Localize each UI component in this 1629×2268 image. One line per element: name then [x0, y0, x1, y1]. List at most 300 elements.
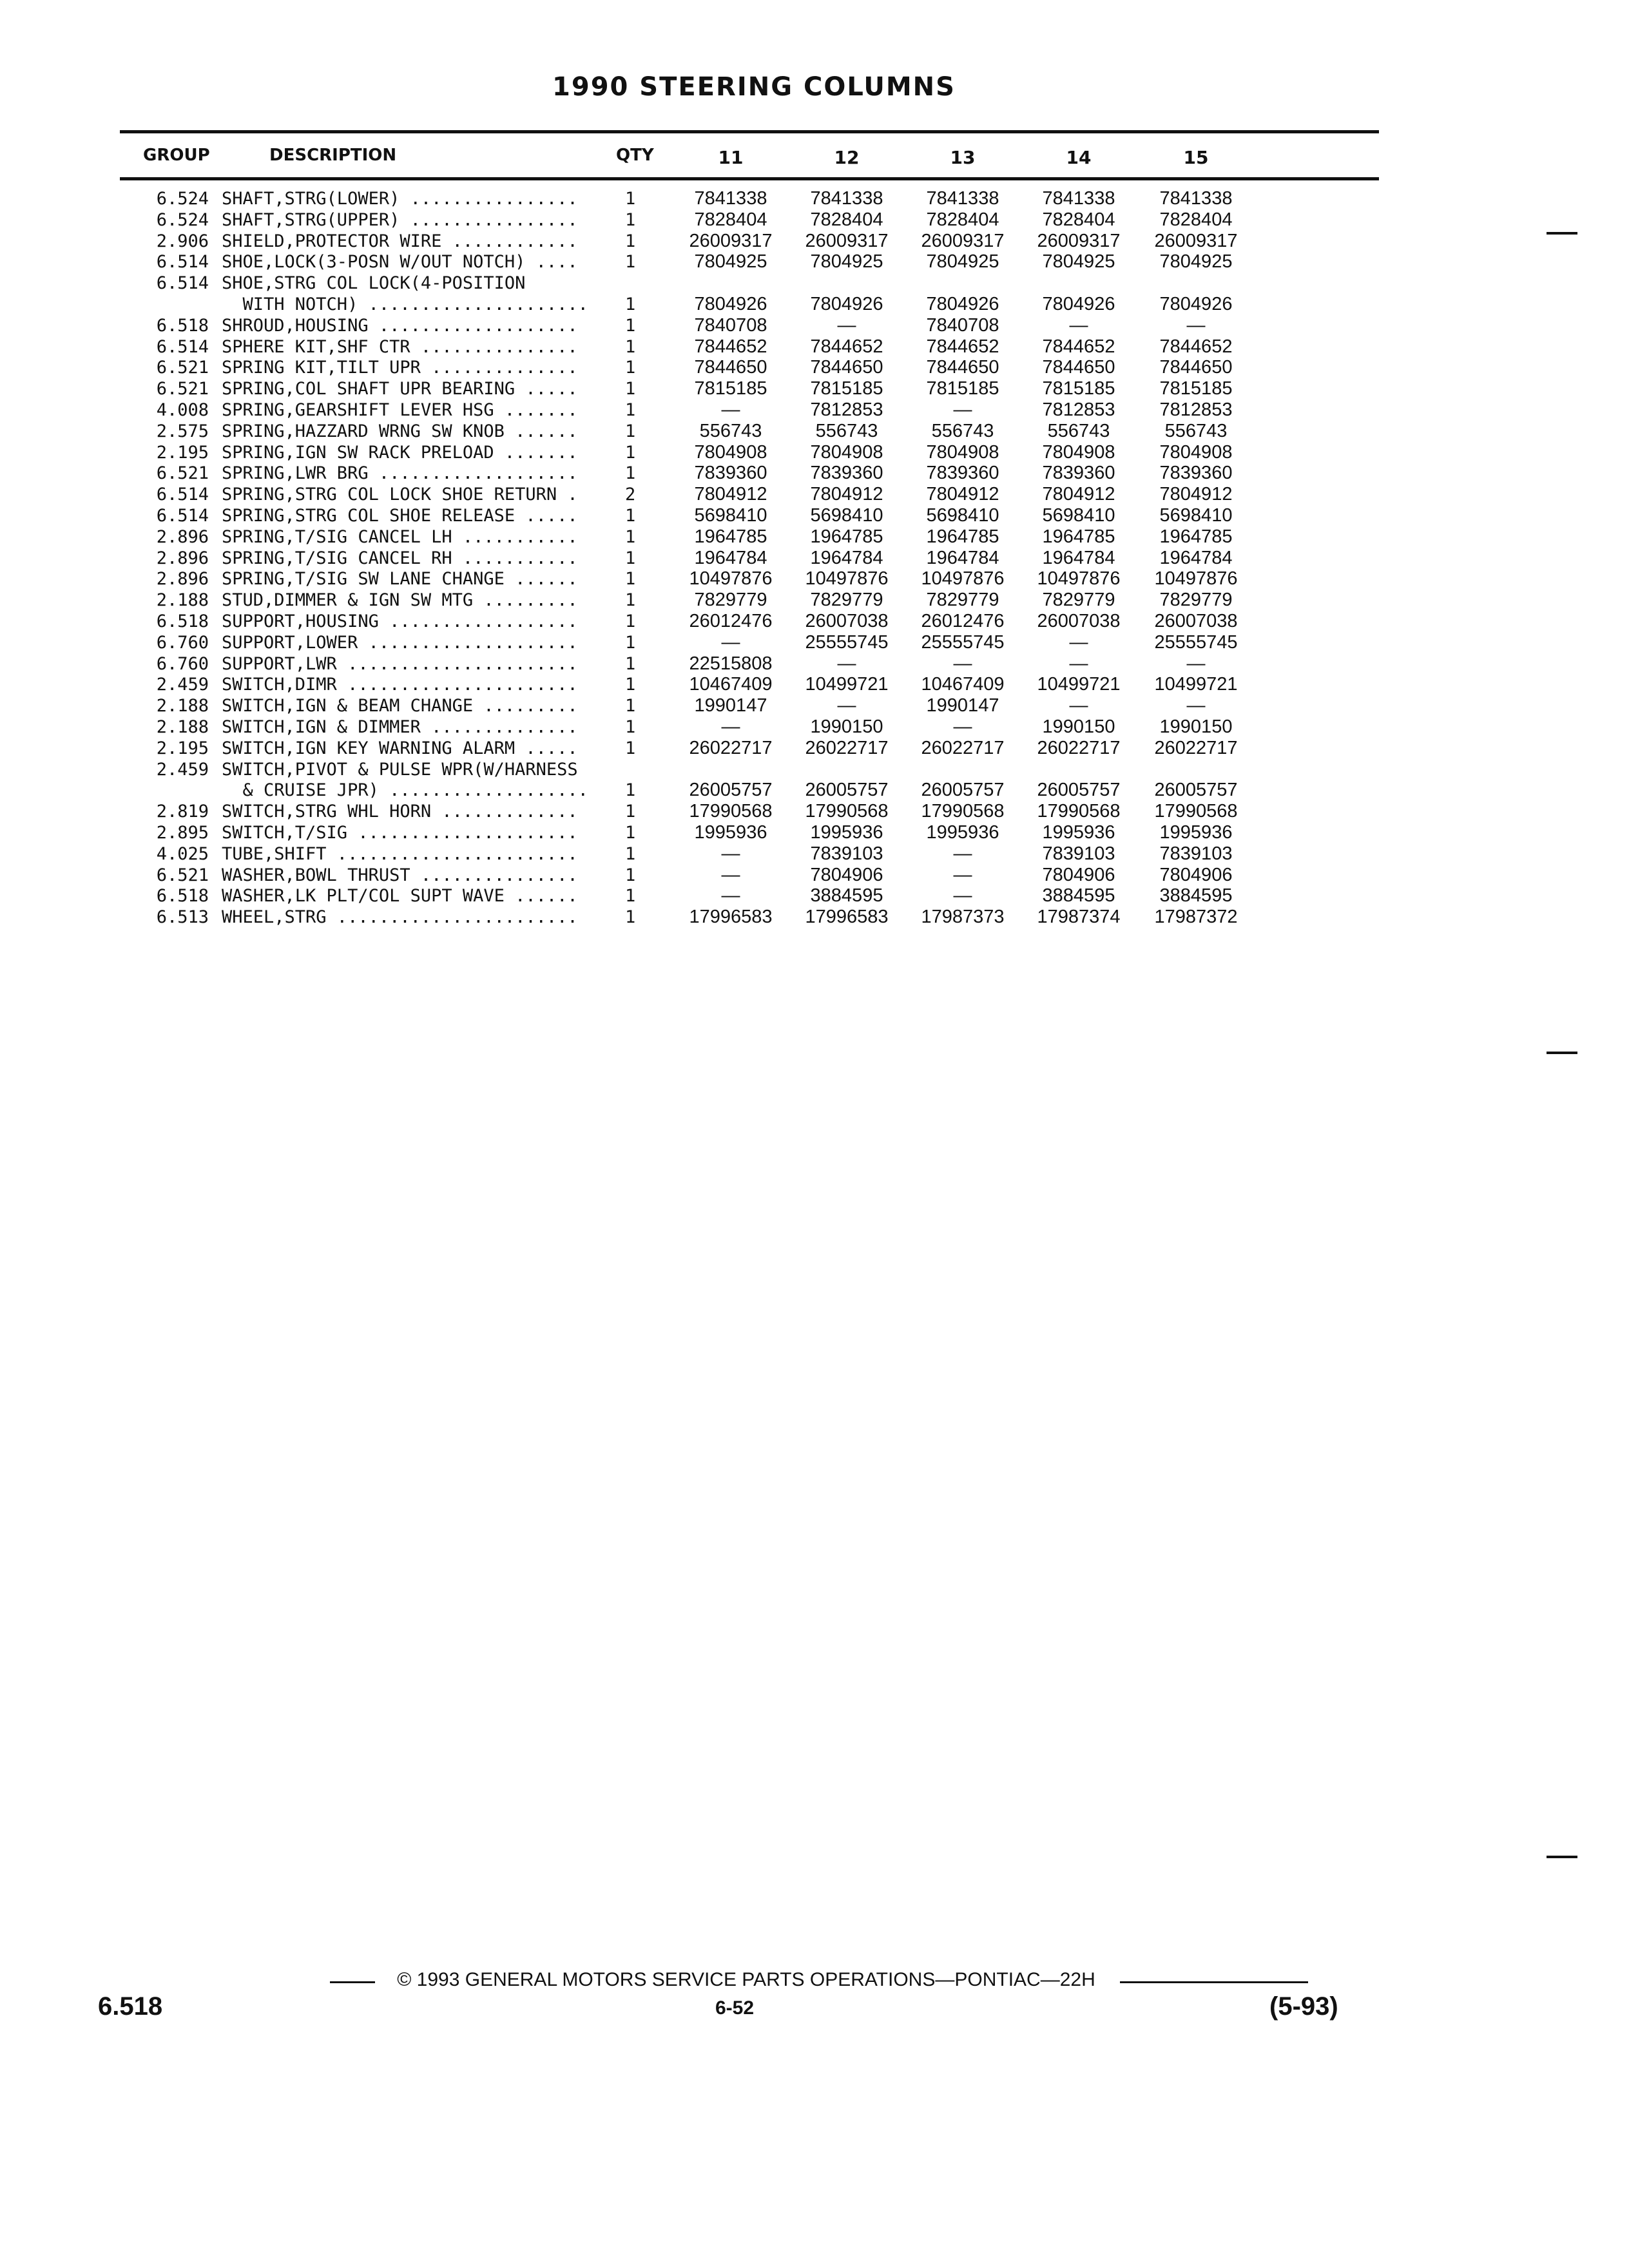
part-number-cell: 1964785: [1159, 526, 1233, 547]
part-number-cell: 7804925: [1159, 251, 1233, 273]
description-cell: SPRING,IGN SW RACK PRELOAD .......: [222, 442, 578, 463]
part-number-cell: 7804912: [1159, 484, 1233, 505]
part-number-cell: 10497876: [1154, 568, 1238, 590]
part-number-cell: 556743: [1164, 420, 1228, 441]
part-number-cell: —: [1069, 631, 1088, 653]
description-cell: SWITCH,IGN & DIMMER ..............: [222, 717, 578, 737]
part-number-cell: 7839103: [1042, 843, 1115, 864]
part-number-cell: —: [1069, 653, 1088, 674]
page-title: 1990 STEERING COLUMNS: [552, 72, 956, 102]
group-cell: 6.514: [156, 336, 209, 357]
table-row: [0, 378, 1629, 399]
group-cell: 2.195: [156, 442, 209, 463]
part-number-cell: 1990150: [810, 716, 883, 737]
part-number-cell: 7804925: [810, 251, 883, 273]
part-number-cell: 22515808: [689, 653, 773, 674]
group-cell: 2.896: [156, 526, 209, 547]
part-number-cell: 26009317: [1037, 230, 1121, 251]
group-cell: 2.195: [156, 738, 209, 758]
part-number-cell: 7841338: [1159, 188, 1233, 209]
qty-cell: 1: [625, 802, 636, 822]
header-bottom-rule: [120, 177, 1379, 180]
table-row: [0, 315, 1629, 336]
qty-cell: 1: [625, 675, 636, 695]
part-number-cell: 17990568: [1154, 801, 1238, 822]
table-row: [0, 738, 1629, 759]
part-number-cell: 10497876: [805, 568, 889, 590]
edge-mark: [1547, 1052, 1577, 1054]
part-number-cell: 556743: [815, 420, 878, 441]
part-number-cell: 10499721: [805, 674, 889, 695]
description-cell: SPHERE KIT,SHF CTR ...............: [222, 336, 578, 357]
part-number-cell: 7844652: [1042, 336, 1115, 357]
group-cell: 2.188: [156, 717, 209, 737]
table-row: [0, 209, 1629, 231]
part-number-cell: 26005757: [689, 780, 773, 801]
table-row: [0, 611, 1629, 632]
group-cell: 4.025: [156, 843, 209, 864]
part-number-cell: 7804912: [1042, 484, 1115, 505]
table-row: [0, 674, 1629, 695]
edge-mark: [1547, 1856, 1577, 1858]
part-number-cell: 7815185: [810, 378, 883, 399]
part-number-cell: 7804912: [810, 484, 883, 505]
part-number-cell: 7812853: [810, 399, 883, 420]
part-number-cell: 7812853: [1159, 399, 1233, 420]
part-number-cell: 7844652: [810, 336, 883, 357]
qty-cell: 1: [625, 209, 636, 230]
qty-cell: 1: [625, 315, 636, 336]
header-description: DESCRIPTION: [269, 146, 397, 165]
qty-cell: 1: [625, 569, 636, 590]
part-number-cell: 10497876: [921, 568, 1005, 590]
part-number-cell: 1964784: [810, 547, 883, 568]
part-number-cell: 17990568: [1037, 801, 1121, 822]
qty-cell: 1: [625, 506, 636, 526]
description-cell: SHAFT,STRG(LOWER) ................: [222, 189, 578, 209]
part-number-cell: 10497876: [689, 568, 773, 590]
part-number-cell: 25555745: [921, 631, 1005, 653]
qty-cell: 1: [625, 843, 636, 864]
group-cell: 6.521: [156, 865, 209, 885]
description-cell: WASHER,LK PLT/COL SUPT WAVE ......: [222, 886, 578, 907]
part-number-cell: 7804926: [694, 294, 767, 314]
part-number-cell: 7841338: [810, 188, 883, 209]
table-row: [0, 484, 1629, 505]
part-number-cell: 7844650: [694, 357, 767, 378]
part-number-cell: 10497876: [1037, 568, 1121, 590]
description-cell: SUPPORT,LOWER ....................: [222, 632, 578, 653]
part-number-cell: 7804906: [1159, 864, 1233, 885]
part-number-cell: 17987373: [921, 907, 1005, 928]
table-row: [0, 294, 1629, 315]
group-cell: 6.521: [156, 379, 209, 399]
table-row: [0, 759, 1629, 780]
part-number-cell: 7841338: [694, 188, 767, 209]
table-row: [0, 865, 1629, 886]
part-number-cell: 7828404: [1042, 209, 1115, 230]
footer-page-number: 6-52: [715, 1997, 755, 2019]
part-number-cell: 7804926: [1159, 294, 1233, 314]
part-number-cell: 1964784: [1042, 547, 1115, 568]
table-row: [0, 907, 1629, 928]
description-cell: WHEEL,STRG .......................: [222, 907, 578, 928]
part-number-cell: 5698410: [1042, 505, 1115, 526]
qty-cell: 1: [625, 611, 636, 631]
part-number-cell: —: [953, 843, 972, 864]
group-cell: 2.896: [156, 569, 209, 590]
header-qty: QTY: [616, 146, 654, 165]
group-cell: 6.521: [156, 463, 209, 484]
table-row: [0, 357, 1629, 378]
part-number-cell: 1995936: [1042, 822, 1115, 843]
part-number-cell: 7841338: [926, 188, 999, 209]
qty-cell: 1: [625, 358, 636, 378]
qty-cell: 1: [625, 463, 636, 484]
description-cell: SHOE,LOCK(3-POSN W/OUT NOTCH) ....: [222, 252, 578, 273]
part-number-cell: 10499721: [1037, 674, 1121, 695]
part-number-cell: —: [837, 695, 856, 716]
part-number-cell: 7844652: [694, 336, 767, 357]
table-row: [0, 251, 1629, 273]
table-row: [0, 801, 1629, 822]
table-row: [0, 273, 1629, 294]
part-number-cell: 1995936: [810, 822, 883, 843]
part-number-cell: 556743: [1047, 420, 1110, 441]
group-cell: 6.760: [156, 632, 209, 653]
description-cell: SPRING,STRG COL LOCK SHOE RETURN .: [222, 485, 578, 505]
part-number-cell: 26009317: [921, 230, 1005, 251]
part-number-cell: 1990150: [1159, 716, 1233, 737]
description-cell: WASHER,BOWL THRUST ...............: [222, 865, 578, 885]
group-cell: 6.514: [156, 252, 209, 273]
qty-cell: 1: [625, 231, 636, 251]
table-row: [0, 231, 1629, 252]
part-number-cell: 7844652: [1159, 336, 1233, 357]
part-number-cell: 26009317: [1154, 230, 1238, 251]
part-number-cell: 7840708: [926, 314, 999, 336]
table-row: [0, 885, 1629, 907]
qty-cell: 1: [625, 717, 636, 737]
description-cell: SPRING,T/SIG CANCEL RH ...........: [222, 548, 578, 568]
part-number-cell: 5698410: [694, 505, 767, 526]
description-cell: TUBE,SHIFT .......................: [222, 843, 578, 864]
group-cell: 6.514: [156, 506, 209, 526]
header-col-3: 13: [950, 147, 976, 168]
part-number-cell: —: [721, 885, 740, 907]
part-number-cell: 26022717: [805, 737, 889, 758]
description-cell: SPRING,T/SIG CANCEL LH ...........: [222, 526, 578, 547]
description-cell: SPRING,T/SIG SW LANE CHANGE ......: [222, 569, 578, 590]
qty-cell: 1: [625, 400, 636, 420]
table-row: [0, 399, 1629, 421]
part-number-cell: 7844650: [810, 357, 883, 378]
group-cell: 6.524: [156, 209, 209, 230]
part-number-cell: 7841338: [1042, 188, 1115, 209]
qty-cell: 1: [625, 653, 636, 674]
header-col-5: 15: [1183, 147, 1209, 168]
part-number-cell: 1964784: [694, 547, 767, 568]
part-number-cell: —: [721, 843, 740, 864]
table-row: [0, 442, 1629, 463]
part-number-cell: 7804925: [1042, 251, 1115, 273]
description-cell: SHROUD,HOUSING ...................: [222, 315, 578, 336]
part-number-cell: 7804925: [926, 251, 999, 273]
description-cell: SWITCH,STRG WHL HORN .............: [222, 802, 578, 822]
qty-cell: 1: [625, 865, 636, 885]
group-cell: 2.459: [156, 675, 209, 695]
qty-cell: 1: [625, 738, 636, 758]
part-number-cell: 7844652: [926, 336, 999, 357]
part-number-cell: 7829779: [694, 590, 767, 611]
part-number-cell: 3884595: [1042, 885, 1115, 907]
part-number-cell: 7828404: [694, 209, 767, 230]
part-number-cell: 5698410: [1159, 505, 1233, 526]
qty-cell: 1: [625, 421, 636, 441]
part-number-cell: 10467409: [921, 674, 1005, 695]
part-number-cell: 17996583: [689, 907, 773, 928]
part-number-cell: 7815185: [1042, 378, 1115, 399]
qty-cell: 1: [625, 189, 636, 209]
qty-cell: 1: [625, 442, 636, 463]
part-number-cell: —: [1069, 314, 1088, 336]
part-number-cell: 7839360: [694, 463, 767, 484]
part-number-cell: 1990150: [1042, 716, 1115, 737]
part-number-cell: 1964784: [926, 547, 999, 568]
description-cell: SHOE,STRG COL LOCK(4-POSITION: [222, 273, 526, 294]
part-number-cell: 17987372: [1154, 907, 1238, 928]
description-cell: SPRING,COL SHAFT UPR BEARING .....: [222, 379, 578, 399]
part-number-cell: 7804926: [926, 294, 999, 314]
part-number-cell: 26005757: [1037, 780, 1121, 801]
part-number-cell: 17990568: [689, 801, 773, 822]
description-cell: STUD,DIMMER & IGN SW MTG .........: [222, 590, 578, 611]
part-number-cell: —: [837, 314, 856, 336]
table-row: [0, 505, 1629, 526]
header-col-4: 14: [1066, 147, 1092, 168]
part-number-cell: 7804908: [694, 441, 767, 463]
description-cell: SWITCH,IGN KEY WARNING ALARM .....: [222, 738, 578, 758]
part-number-cell: 5698410: [810, 505, 883, 526]
group-cell: 6.524: [156, 189, 209, 209]
description-cell: & CRUISE JPR) ...................: [222, 780, 588, 801]
part-number-cell: 7804906: [1042, 864, 1115, 885]
table-row: [0, 463, 1629, 484]
part-number-cell: 7829779: [926, 590, 999, 611]
header-col-1: 11: [718, 147, 744, 168]
description-cell: SHAFT,STRG(UPPER) ................: [222, 209, 578, 230]
part-number-cell: —: [837, 653, 856, 674]
part-number-cell: 7804912: [926, 484, 999, 505]
part-number-cell: —: [953, 653, 972, 674]
table-row: [0, 653, 1629, 675]
table-row: [0, 780, 1629, 801]
qty-cell: 1: [625, 590, 636, 611]
part-number-cell: 1995936: [926, 822, 999, 843]
part-number-cell: 7804925: [694, 251, 767, 273]
part-number-cell: 1964785: [1042, 526, 1115, 547]
part-number-cell: 26012476: [921, 611, 1005, 631]
qty-cell: 1: [625, 294, 636, 314]
part-number-cell: 7812853: [1042, 399, 1115, 420]
part-number-cell: 25555745: [1154, 631, 1238, 653]
table-row: [0, 548, 1629, 569]
part-number-cell: 1990147: [926, 695, 999, 716]
description-cell: SWITCH,IGN & BEAM CHANGE .........: [222, 696, 578, 716]
edge-mark: [1547, 232, 1577, 235]
part-number-cell: 26012476: [689, 611, 773, 631]
qty-cell: 1: [625, 252, 636, 273]
qty-cell: 1: [625, 632, 636, 653]
part-number-cell: —: [1069, 695, 1088, 716]
part-number-cell: 556743: [699, 420, 762, 441]
part-number-cell: 26007038: [1154, 611, 1238, 631]
part-number-cell: 7839103: [1159, 843, 1233, 864]
header-col-2: 12: [834, 147, 860, 168]
qty-cell: 1: [625, 379, 636, 399]
part-number-cell: 7804906: [810, 864, 883, 885]
part-number-cell: 17987374: [1037, 907, 1121, 928]
group-cell: 6.514: [156, 485, 209, 505]
part-number-cell: 7839103: [810, 843, 883, 864]
qty-cell: 1: [625, 780, 636, 801]
footer-group-ref: 6.518: [98, 1992, 163, 2021]
header-group: GROUP: [143, 146, 210, 165]
part-number-cell: 1995936: [694, 822, 767, 843]
part-number-cell: 26007038: [805, 611, 889, 631]
part-number-cell: 26005757: [921, 780, 1005, 801]
description-cell: SWITCH,T/SIG .....................: [222, 823, 578, 843]
part-number-cell: 7815185: [1159, 378, 1233, 399]
part-number-cell: 1964785: [926, 526, 999, 547]
group-cell: 6.521: [156, 358, 209, 378]
part-number-cell: —: [953, 716, 972, 737]
part-number-cell: 7828404: [1159, 209, 1233, 230]
part-number-cell: 7844650: [926, 357, 999, 378]
part-number-cell: —: [1186, 314, 1206, 336]
part-number-cell: 7804908: [926, 441, 999, 463]
description-cell: SWITCH,DIMR ......................: [222, 675, 578, 695]
part-number-cell: 26009317: [689, 230, 773, 251]
group-cell: 6.760: [156, 653, 209, 674]
footer-date: (5-93): [1269, 1992, 1338, 2021]
group-cell: 6.513: [156, 907, 209, 928]
group-cell: 2.906: [156, 231, 209, 251]
table-row: [0, 526, 1629, 548]
part-number-cell: 1995936: [1159, 822, 1233, 843]
table-row: [0, 188, 1629, 209]
description-cell: SPRING,STRG COL SHOE RELEASE .....: [222, 506, 578, 526]
part-number-cell: 1964785: [694, 526, 767, 547]
group-cell: 2.895: [156, 823, 209, 843]
description-cell: SPRING KIT,TILT UPR ..............: [222, 358, 578, 378]
part-number-cell: 7844650: [1159, 357, 1233, 378]
part-number-cell: —: [953, 885, 972, 907]
part-number-cell: 7839360: [1042, 463, 1115, 484]
group-cell: 2.819: [156, 802, 209, 822]
part-number-cell: 3884595: [1159, 885, 1233, 907]
header-top-rule: [120, 130, 1379, 133]
part-number-cell: 7839360: [810, 463, 883, 484]
part-number-cell: 3884595: [810, 885, 883, 907]
part-number-cell: 17990568: [921, 801, 1005, 822]
part-number-cell: 7839360: [926, 463, 999, 484]
part-number-cell: 10467409: [689, 674, 773, 695]
group-cell: 6.518: [156, 611, 209, 631]
qty-cell: 1: [625, 886, 636, 907]
part-number-cell: —: [953, 399, 972, 420]
part-number-cell: 1990147: [694, 695, 767, 716]
group-cell: 2.896: [156, 548, 209, 568]
group-cell: 2.459: [156, 759, 209, 780]
footer-rule-right: [1120, 1981, 1308, 1983]
group-cell: 2.188: [156, 590, 209, 611]
part-number-cell: —: [1186, 695, 1206, 716]
description-cell: SPRING,GEARSHIFT LEVER HSG .......: [222, 400, 578, 420]
part-number-cell: 7815185: [694, 378, 767, 399]
part-number-cell: 26005757: [805, 780, 889, 801]
part-number-cell: —: [721, 864, 740, 885]
part-number-cell: 1964785: [810, 526, 883, 547]
part-number-cell: 26007038: [1037, 611, 1121, 631]
description-cell: SWITCH,PIVOT & PULSE WPR(W/HARNESS: [222, 759, 578, 780]
description-cell: WITH NOTCH) .....................: [222, 294, 588, 314]
part-number-cell: 7804908: [810, 441, 883, 463]
group-cell: 2.188: [156, 696, 209, 716]
part-number-cell: 10499721: [1154, 674, 1238, 695]
qty-cell: 1: [625, 907, 636, 928]
part-number-cell: 1964784: [1159, 547, 1233, 568]
part-number-cell: 7804912: [694, 484, 767, 505]
group-cell: 6.514: [156, 273, 209, 294]
part-number-cell: 7840708: [694, 314, 767, 336]
group-cell: 2.575: [156, 421, 209, 441]
part-number-cell: 7828404: [810, 209, 883, 230]
group-cell: 6.518: [156, 886, 209, 907]
part-number-cell: 7844650: [1042, 357, 1115, 378]
part-number-cell: 26022717: [1037, 737, 1121, 758]
part-number-cell: 17996583: [805, 907, 889, 928]
part-number-cell: 7828404: [926, 209, 999, 230]
footer-copyright: © 1993 GENERAL MOTORS SERVICE PARTS OPERATIONS—PONTIAC—22H: [397, 1969, 1095, 1990]
part-number-cell: 7804908: [1042, 441, 1115, 463]
qty-cell: 1: [625, 336, 636, 357]
table-row: [0, 336, 1629, 358]
table-row: [0, 695, 1629, 716]
part-number-cell: 26022717: [1154, 737, 1238, 758]
part-number-cell: 7839360: [1159, 463, 1233, 484]
description-cell: SPRING,LWR BRG ...................: [222, 463, 578, 484]
qty-cell: 1: [625, 823, 636, 843]
table-row: [0, 421, 1629, 442]
group-cell: 6.518: [156, 315, 209, 336]
description-cell: SUPPORT,LWR ......................: [222, 653, 578, 674]
part-number-cell: 7815185: [926, 378, 999, 399]
part-number-cell: 556743: [931, 420, 994, 441]
part-number-cell: 26009317: [805, 230, 889, 251]
qty-cell: 1: [625, 526, 636, 547]
footer-rule-left: [330, 1981, 375, 1983]
table-row: [0, 632, 1629, 653]
table-row: [0, 843, 1629, 865]
table-row: [0, 716, 1629, 738]
part-number-cell: 7804926: [810, 294, 883, 314]
part-number-cell: 7804926: [1042, 294, 1115, 314]
part-number-cell: 26005757: [1154, 780, 1238, 801]
part-number-cell: —: [953, 864, 972, 885]
description-cell: SUPPORT,HOUSING ..................: [222, 611, 578, 631]
qty-cell: 2: [625, 485, 636, 505]
